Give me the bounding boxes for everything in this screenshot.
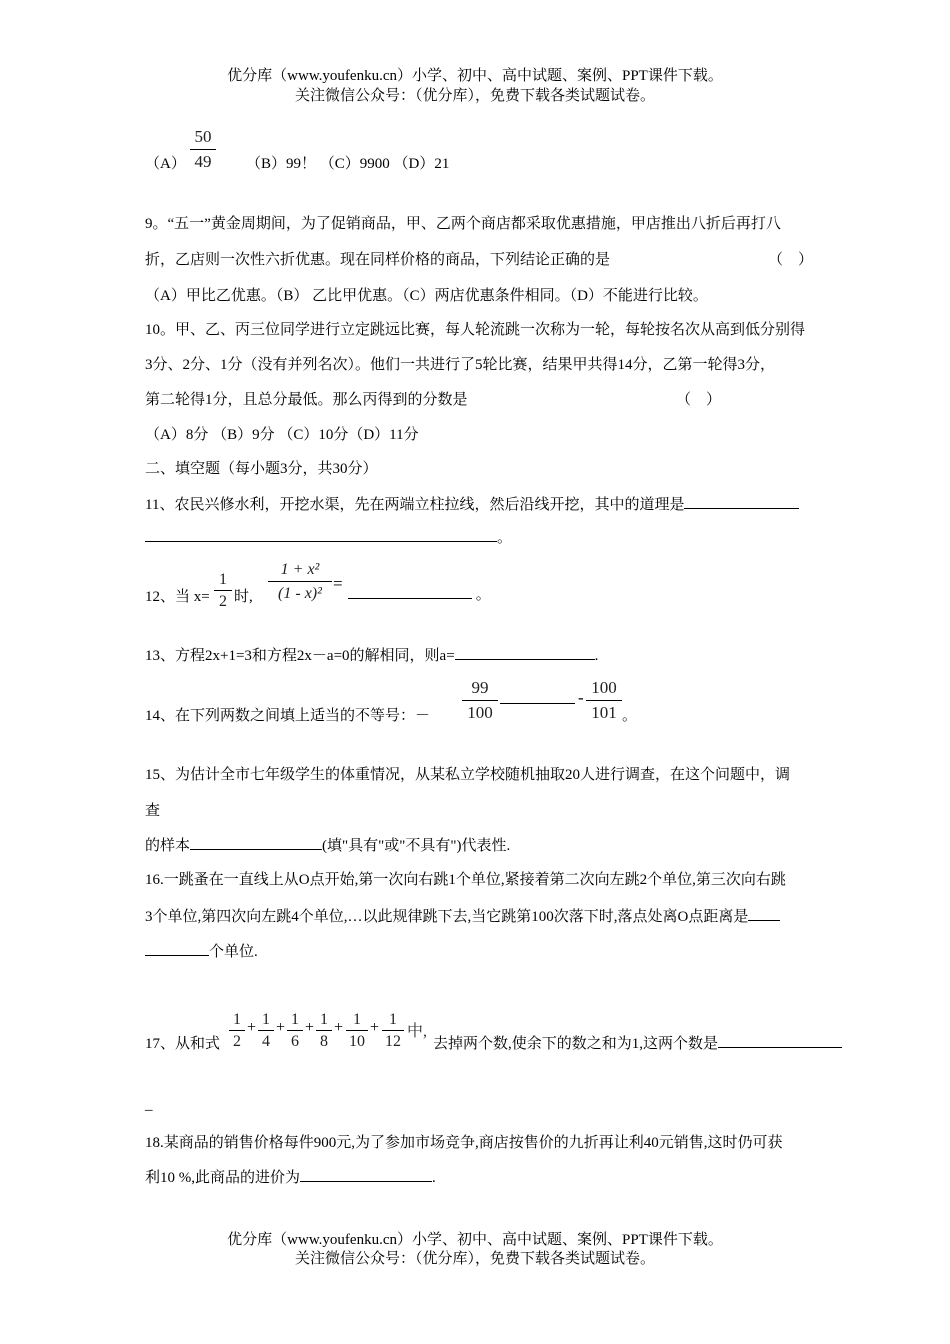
fraction-bar xyxy=(258,1030,274,1031)
fraction-bar xyxy=(190,149,216,150)
q11-question: 11、农民兴修水利，开挖水渠，先在两端立柱拉线，然后沿线开挖，其中的道理是 xyxy=(145,497,685,513)
q9-options: （A）甲比乙优惠。（B） 乙比甲优惠。（C）两店优惠条件相同。（D）不能进行比较。 xyxy=(145,288,708,304)
q15-line-1: 15、为估计全市七年级学生的体重情况，从某私立学校随机抽取20人进行调查，在这个问题中，调 xyxy=(145,767,791,783)
q17-zhong: 中, xyxy=(407,1023,428,1040)
q17-plus-2: + xyxy=(276,1019,286,1036)
q10-options: （A）8分 （B）9分 （C）10分（D）11分 xyxy=(145,427,419,443)
footer-line-1: 优分库（www.youfenku.cn）小学、初中、高中试题、案例、PPT课件下载。 xyxy=(227,1232,723,1248)
q18-end: . xyxy=(432,1170,436,1186)
q18-line-2 xyxy=(145,1166,436,1187)
q17-f1-den: 2 xyxy=(233,1033,241,1050)
q12-equals: = xyxy=(333,574,343,593)
q9-answer-paren: （ ） xyxy=(768,252,814,268)
q17-f3-num: 1 xyxy=(291,1011,299,1028)
q12-x-numerator: 1 xyxy=(219,571,227,588)
q12-expr-numerator: 1 + x² xyxy=(280,561,320,578)
fraction-bar xyxy=(462,700,498,701)
fraction-bar xyxy=(229,1030,245,1031)
q17-fraction-4 xyxy=(315,1010,333,1051)
q17-f5-num: 1 xyxy=(353,1011,361,1028)
q8-other-options: （B）99！ （C）9900 （D）21 xyxy=(246,156,450,172)
q14-end: 。 xyxy=(622,708,638,724)
q10-line-1: 10。甲、乙、丙三位同学进行立定跳远比赛，每人轮流跳一次称为一轮，每轮按名次从高到低分别得 xyxy=(145,322,806,338)
q12-prefix: 12、当 x= xyxy=(145,589,210,605)
q14-answer-blank[interactable] xyxy=(500,688,575,704)
q17-trailing-dash: _ xyxy=(145,1097,153,1113)
q14-fraction-1 xyxy=(462,677,498,724)
q15-line-3 xyxy=(145,834,510,855)
q14-minus: - xyxy=(578,688,584,707)
q14-text: 14、在下列两数之间填上适当的不等号：－ xyxy=(145,708,431,724)
q15-line-3-post: (填"具有"或"不具有")代表性. xyxy=(322,838,511,854)
q13-question: 13、方程2x+1=3和方程2x－a=0的解相同，则a= xyxy=(145,648,455,664)
footer-line-2: 关注微信公众号：（优分库），免费下载各类试题试卷。 xyxy=(294,1251,655,1267)
q17-answer-blank[interactable] xyxy=(718,1032,842,1048)
q12-x-fraction xyxy=(214,570,232,611)
q13-answer-blank[interactable] xyxy=(455,644,595,660)
q12-x-denominator: 2 xyxy=(219,593,227,610)
q12-blank-row xyxy=(348,583,491,604)
q17-fraction-5 xyxy=(345,1010,369,1051)
q17-text-row xyxy=(433,1032,842,1053)
q17-f3-den: 6 xyxy=(291,1033,299,1050)
q17-plus-5: + xyxy=(370,1019,380,1036)
fraction-bar xyxy=(268,581,332,582)
q17-fraction-6 xyxy=(381,1010,405,1051)
q15-line-3-pre: 的样本 xyxy=(145,838,191,854)
q14-fraction-2 xyxy=(586,677,622,724)
q17-f2-den: 4 xyxy=(262,1033,270,1050)
q16-line-3-post: 个单位. xyxy=(209,944,258,960)
q17-f4-num: 1 xyxy=(320,1011,328,1028)
q15-line-2: 查 xyxy=(145,803,161,819)
q17-plus-1: + xyxy=(247,1019,257,1036)
q12-expr-denominator: (1 - x)² xyxy=(278,585,322,602)
q13-text xyxy=(145,644,598,665)
fraction-bar xyxy=(346,1030,368,1031)
q17-f6-den: 12 xyxy=(385,1033,401,1050)
q16-line-3 xyxy=(145,940,258,961)
q8-a-denominator: 49 xyxy=(194,152,212,171)
q17-text: 去掉两个数,使余下的数之和为1,这两个数是 xyxy=(433,1036,719,1052)
q14-blank-row xyxy=(500,688,575,709)
q11-line-2 xyxy=(145,526,512,547)
q8-a-numerator: 50 xyxy=(194,127,212,146)
q16-line-1: 16.一跳蚤在一直线上从O点开始,第一次向右跳1个单位,紧接着第二次向左跳2个单位,第三次向右跳 xyxy=(145,872,786,888)
q14-f2-denominator: 101 xyxy=(591,703,617,722)
q16-answer-blank[interactable] xyxy=(748,905,780,921)
q17-f6-num: 1 xyxy=(389,1011,397,1028)
q11-end: 。 xyxy=(497,530,513,546)
q17-f5-den: 10 xyxy=(349,1033,365,1050)
q17-fraction-1 xyxy=(228,1010,246,1051)
section-2-heading: 二、填空题（每小题3分，共30分） xyxy=(145,461,378,477)
q10-line-2: 3分、2分、1分（没有并列名次）。他们一共进行了5轮比赛，结果甲共得14分，乙第一轮得3分， xyxy=(145,357,776,373)
q11-text xyxy=(145,493,799,514)
q17-fraction-2 xyxy=(257,1010,275,1051)
q12-answer-blank[interactable] xyxy=(348,583,472,599)
q11-answer-blank-2[interactable] xyxy=(145,526,497,542)
header-line-1: 优分库（www.youfenku.cn）小学、初中、高中试题、案例、PPT课件下载。 xyxy=(227,68,723,84)
q14-f1-denominator: 100 xyxy=(467,703,493,722)
q17-plus-3: + xyxy=(305,1019,315,1036)
q17-f4-den: 8 xyxy=(320,1033,328,1050)
fraction-bar xyxy=(586,700,622,701)
q18-line-2-text: 利10 %,此商品的进价为 xyxy=(145,1170,300,1186)
q11-answer-blank[interactable] xyxy=(684,493,799,509)
q15-answer-blank[interactable] xyxy=(190,834,322,850)
q18-line-1: 18.某商品的销售价格每件900元,为了参加市场竞争,商店按售价的九折再让利40元销售,这时仍可获 xyxy=(145,1135,783,1151)
q10-answer-paren: （ ） xyxy=(676,392,722,408)
fraction-bar xyxy=(287,1030,303,1031)
q16-line-2 xyxy=(145,905,780,926)
q8-option-a-fraction xyxy=(190,126,216,173)
fraction-bar xyxy=(382,1030,404,1031)
q8-option-a-label: （A） xyxy=(145,156,186,172)
q12-when: 时, xyxy=(234,589,253,605)
fraction-bar xyxy=(214,590,232,591)
q17-plus-4: + xyxy=(334,1019,344,1036)
q14-f2-numerator: 100 xyxy=(591,678,617,697)
q9-line-1: 9。“五一”黄金周期间，为了促销商品，甲、乙两个商店都采取优惠措施，甲店推出八折后再打八 xyxy=(145,216,781,232)
header-line-2: 关注微信公众号：（优分库），免费下载各类试题试卷。 xyxy=(294,88,655,104)
q13-end: . xyxy=(594,648,599,664)
fraction-bar xyxy=(316,1030,332,1031)
q12-expression-fraction xyxy=(268,560,332,605)
q16-answer-blank-2[interactable] xyxy=(145,940,209,956)
q17-fraction-3 xyxy=(286,1010,304,1051)
q14-f1-numerator: 99 xyxy=(471,678,489,697)
q10-line-3: 第二轮得1分，且总分最低。那么丙得到的分数是 xyxy=(145,392,468,408)
q18-answer-blank[interactable] xyxy=(300,1166,432,1182)
q17-f2-num: 1 xyxy=(262,1011,270,1028)
q12-end: 。 xyxy=(475,587,491,603)
q17-prefix: 17、从和式 xyxy=(145,1036,221,1052)
q16-line-2-text: 3个单位,第四次向左跳4个单位,…以此规律跳下去,当它跳第100次落下时,落点处离O点距离是 xyxy=(145,909,749,925)
q17-f1-num: 1 xyxy=(233,1011,241,1028)
q9-line-2: 折，乙店则一次性六折优惠。现在同样价格的商品，下列结论正确的是 xyxy=(145,252,611,268)
